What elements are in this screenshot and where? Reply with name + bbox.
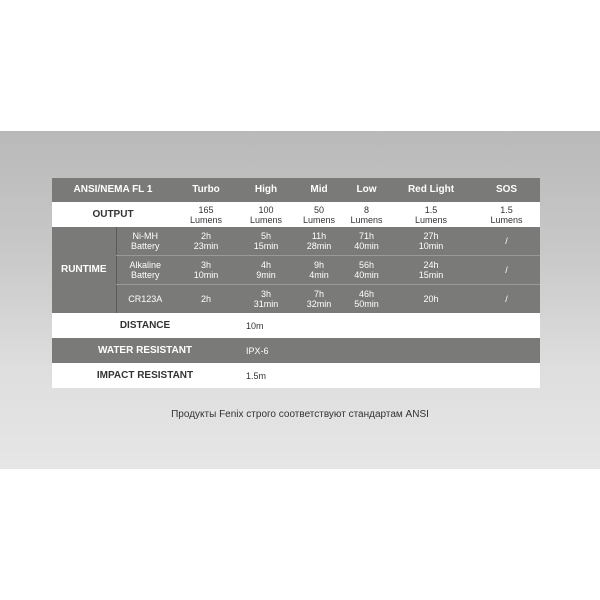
header-mid: Mid	[310, 184, 328, 195]
header-red-light: Red Light	[407, 184, 455, 195]
runtime-nimh-turbo: 2h 23min	[174, 227, 238, 256]
output-row	[52, 202, 540, 227]
impact-label: IMPACT RESISTANT	[96, 369, 194, 381]
water-label: WATER RESISTANT	[97, 344, 193, 356]
battery-alkaline: Alkaline Battery	[116, 256, 174, 285]
spec-table	[52, 178, 540, 388]
runtime-nimh-mid: 11h 28min	[294, 227, 344, 256]
output-high: 100 Lumens	[249, 204, 283, 225]
header-low: Low	[356, 184, 377, 195]
runtime-alk-sos: /	[473, 256, 540, 285]
water-row	[52, 338, 540, 363]
battery-nimh: Ni-MH Battery	[116, 227, 174, 256]
distance-value: 10m	[246, 320, 264, 331]
header-high: High	[254, 184, 278, 195]
table-header-row	[52, 178, 540, 202]
output-red: 1.5 Lumens	[414, 204, 448, 225]
impact-value: 1.5m	[246, 370, 267, 381]
runtime-row-cr123a	[52, 285, 540, 314]
impact-row	[52, 363, 540, 388]
output-sos: 1.5 Lumens	[490, 204, 523, 225]
runtime-label: RUNTIME	[60, 264, 107, 275]
runtime-alk-high: 4h 9min	[238, 256, 294, 285]
runtime-cr-sos: /	[505, 294, 508, 304]
water-value: IPX-6	[246, 345, 269, 356]
runtime-cr-mid: 7h 32min	[306, 289, 332, 309]
runtime-row-nimh	[52, 227, 540, 256]
distance-row	[52, 313, 540, 338]
runtime-cr-low: 46h 50min	[354, 289, 379, 309]
runtime-alk-turbo: 3h 10min	[174, 256, 238, 285]
footer-note: Продукты Fenix строго соответствуют стандартам ANSI	[171, 409, 429, 420]
runtime-alk-red: 24h 15min	[389, 256, 473, 285]
runtime-nimh-sos: /	[473, 227, 540, 256]
runtime-cr-high: 3h 31min	[253, 289, 279, 309]
header-turbo: Turbo	[192, 184, 220, 195]
runtime-nimh-high: 5h 15min	[238, 227, 294, 256]
runtime-nimh-low: 71h 40min	[344, 227, 389, 256]
battery-cr123a: CR123A	[116, 285, 174, 314]
header-sos: SOS	[495, 184, 518, 195]
runtime-cr-red: 20h	[423, 294, 439, 304]
runtime-nimh-red: 27h 10min	[389, 227, 473, 256]
output-turbo: 165 Lumens	[189, 204, 223, 225]
runtime-alk-low: 56h 40min	[344, 256, 389, 285]
runtime-cr-turbo: 2h	[200, 294, 211, 304]
header-ansi: ANSI/NEMA FL 1	[73, 184, 153, 195]
output-label: OUTPUT	[92, 208, 134, 220]
runtime-alk-mid: 9h 4min	[294, 256, 344, 285]
output-low: 8 Lumens	[350, 204, 383, 225]
output-mid: 50 Lumens	[302, 204, 336, 225]
runtime-row-alkaline	[52, 256, 540, 285]
distance-label: DISTANCE	[119, 319, 171, 331]
